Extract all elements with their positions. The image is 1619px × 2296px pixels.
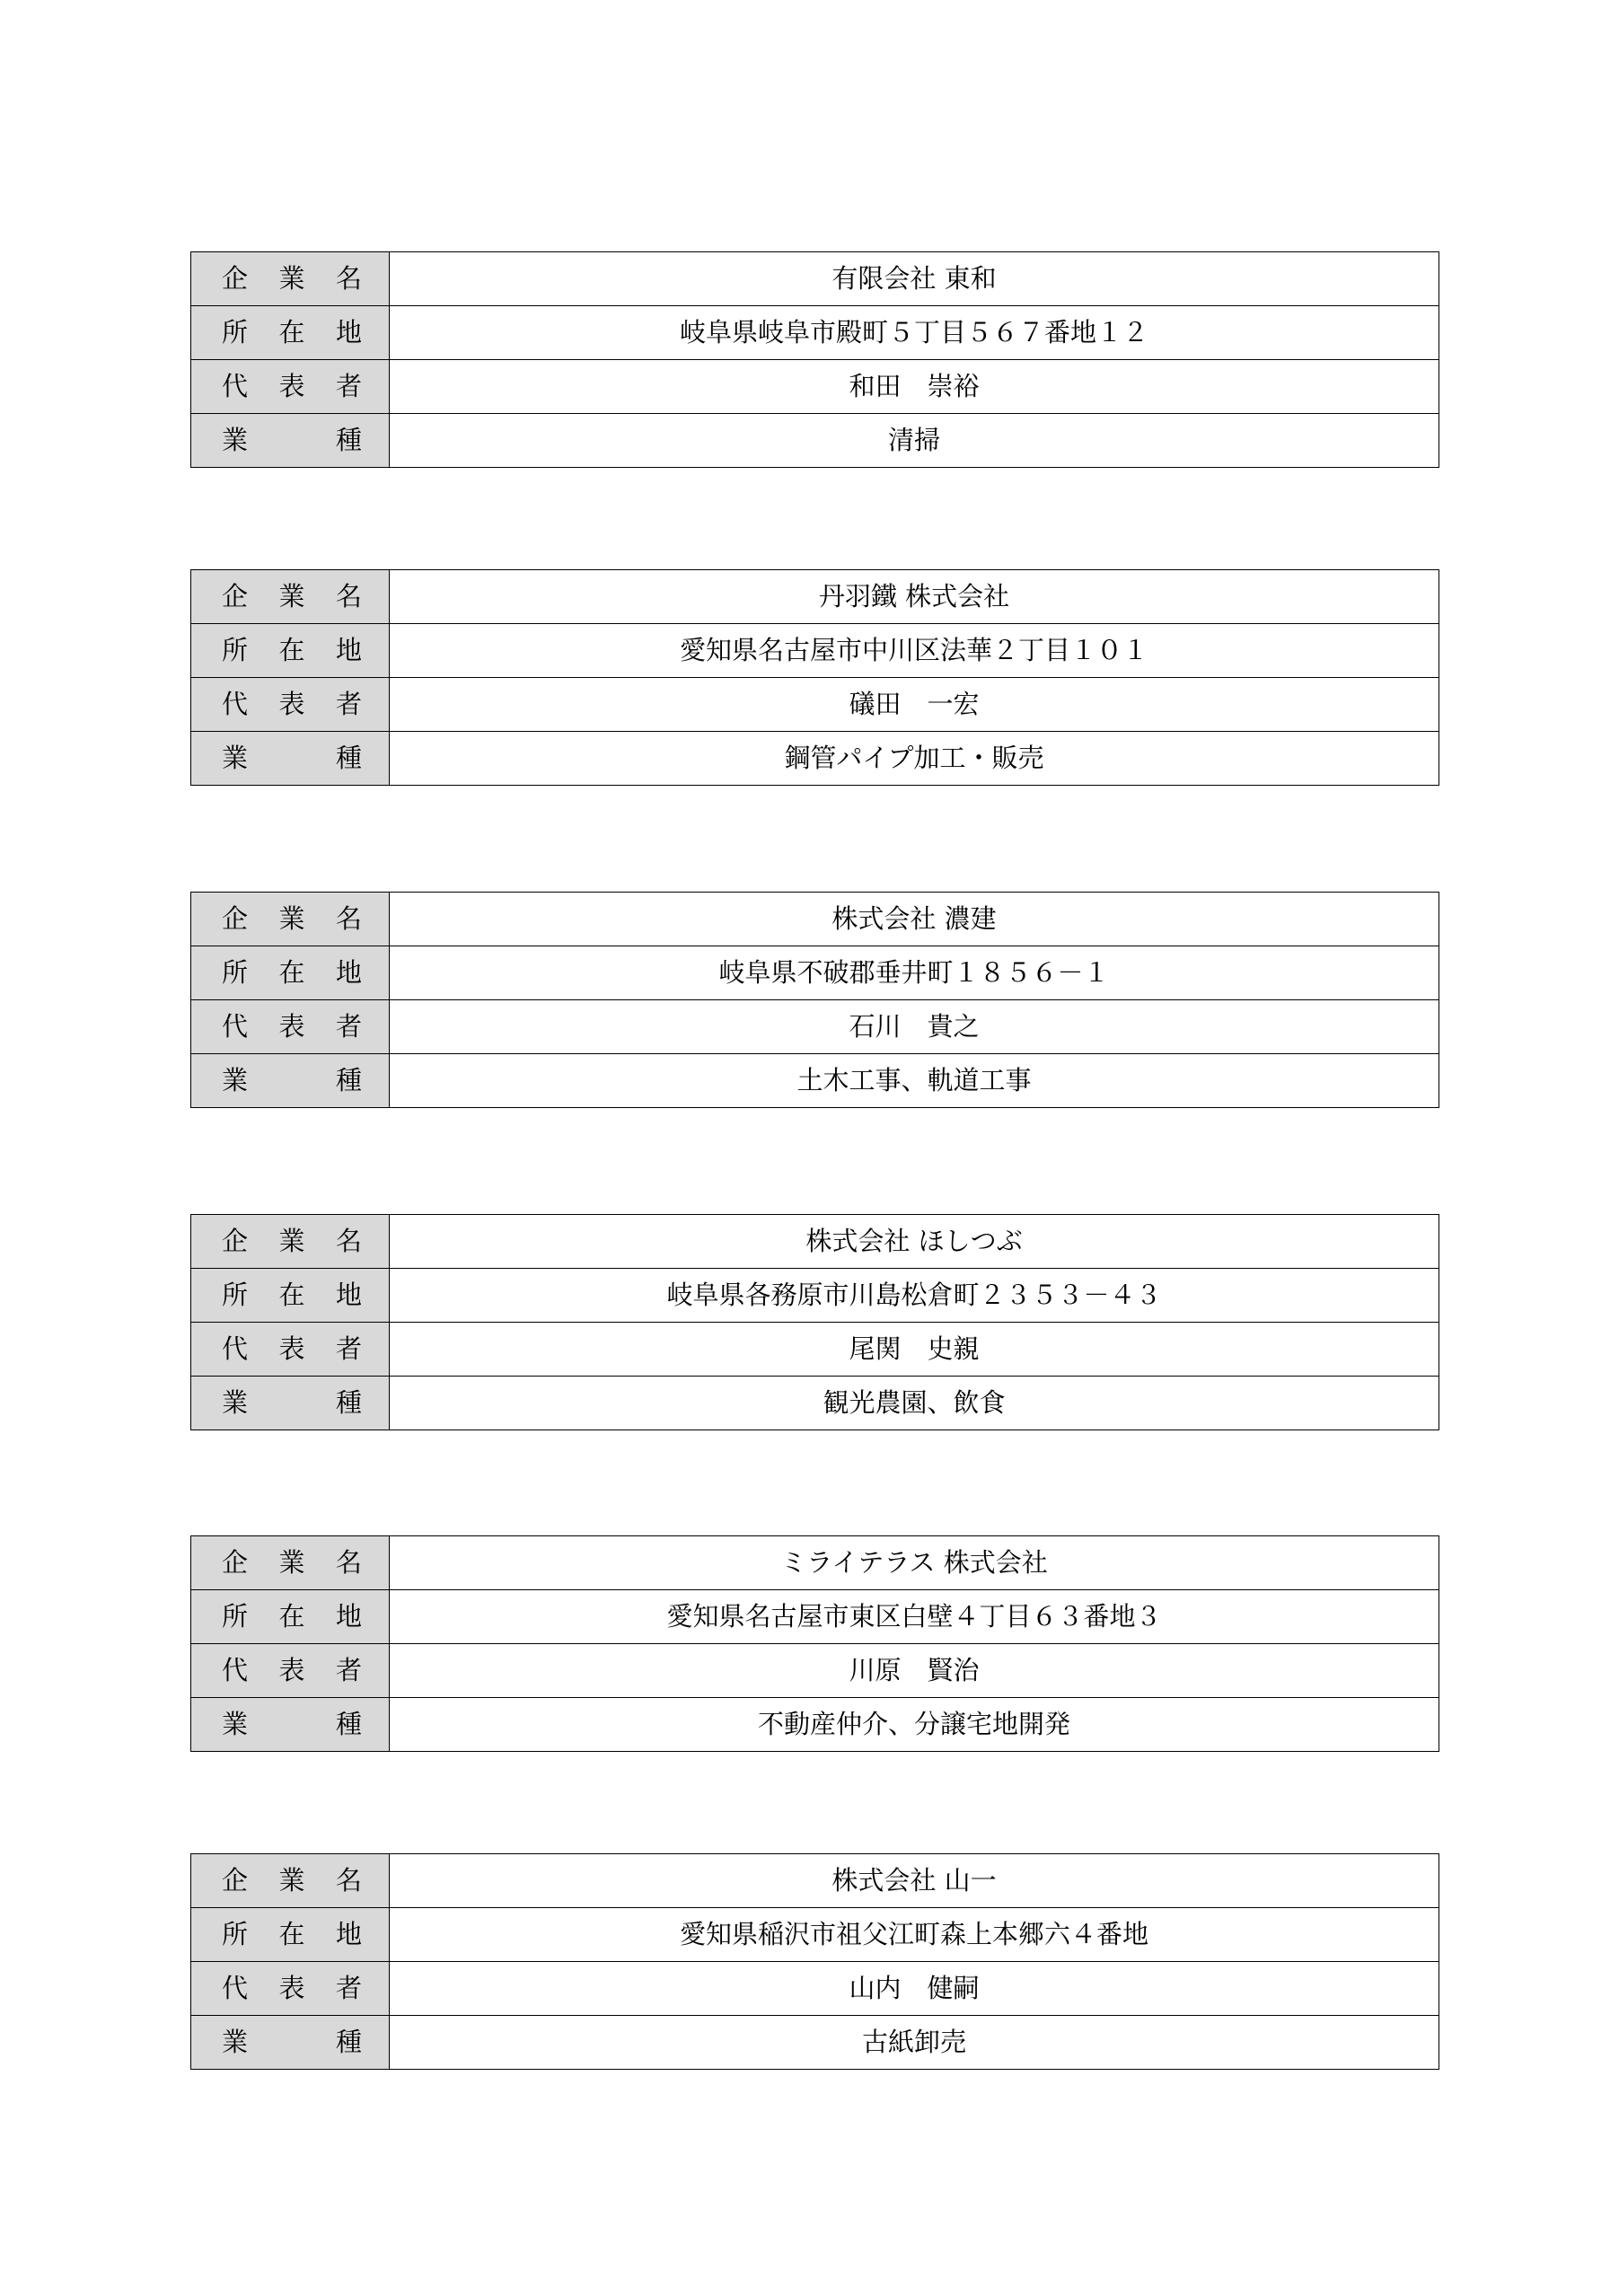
company-name-value: 株式会社 濃建 bbox=[390, 893, 1439, 946]
row-company-name bbox=[191, 1536, 1439, 1590]
row-company-name bbox=[191, 252, 1439, 306]
representative-label: 代 表 者 bbox=[191, 678, 390, 732]
industry-label: 業 種 bbox=[191, 1698, 390, 1752]
row-industry bbox=[191, 732, 1439, 786]
address-value: 愛知県名古屋市中川区法華２丁目１０１ bbox=[390, 624, 1439, 678]
representative-value: 尾関 史親 bbox=[390, 1323, 1439, 1377]
row-address bbox=[191, 1269, 1439, 1323]
row-representative bbox=[191, 678, 1439, 732]
row-representative bbox=[191, 360, 1439, 414]
address-value: 岐阜県岐阜市殿町５丁目５６７番地１２ bbox=[390, 306, 1439, 360]
row-representative bbox=[191, 1323, 1439, 1377]
row-address bbox=[191, 1590, 1439, 1644]
representative-label: 代 表 者 bbox=[191, 360, 390, 414]
row-address bbox=[191, 306, 1439, 360]
company-table bbox=[190, 569, 1439, 786]
company-name-label: 企 業 名 bbox=[191, 893, 390, 946]
row-company-name bbox=[191, 1854, 1439, 1908]
industry-label: 業 種 bbox=[191, 732, 390, 786]
industry-label: 業 種 bbox=[191, 414, 390, 468]
company-table bbox=[190, 251, 1439, 468]
address-label: 所 在 地 bbox=[191, 624, 390, 678]
company-name-value: ミライテラス 株式会社 bbox=[390, 1536, 1439, 1590]
company-name-label: 企 業 名 bbox=[191, 570, 390, 624]
address-label: 所 在 地 bbox=[191, 946, 390, 1000]
row-representative bbox=[191, 1962, 1439, 2016]
industry-value: 観光農園、飲食 bbox=[390, 1377, 1439, 1430]
row-industry bbox=[191, 1698, 1439, 1752]
row-address bbox=[191, 624, 1439, 678]
industry-value: 鋼管パイプ加工・販売 bbox=[390, 732, 1439, 786]
representative-label: 代 表 者 bbox=[191, 1000, 390, 1054]
address-value: 愛知県名古屋市東区白壁４丁目６３番地３ bbox=[390, 1590, 1439, 1644]
company-name-label: 企 業 名 bbox=[191, 1215, 390, 1269]
representative-value: 礒田 一宏 bbox=[390, 678, 1439, 732]
industry-label: 業 種 bbox=[191, 1054, 390, 1108]
representative-value: 川原 賢治 bbox=[390, 1644, 1439, 1698]
row-company-name bbox=[191, 893, 1439, 946]
company-name-value: 株式会社 ほしつぶ bbox=[390, 1215, 1439, 1269]
representative-value: 和田 崇裕 bbox=[390, 360, 1439, 414]
industry-value: 古紙卸売 bbox=[390, 2016, 1439, 2070]
industry-value: 土木工事、軌道工事 bbox=[390, 1054, 1439, 1108]
address-label: 所 在 地 bbox=[191, 1269, 390, 1323]
company-table bbox=[190, 1535, 1439, 1752]
address-label: 所 在 地 bbox=[191, 306, 390, 360]
industry-label: 業 種 bbox=[191, 1377, 390, 1430]
representative-label: 代 表 者 bbox=[191, 1962, 390, 2016]
industry-value: 不動産仲介、分譲宅地開発 bbox=[390, 1698, 1439, 1752]
industry-value: 清掃 bbox=[390, 414, 1439, 468]
row-company-name bbox=[191, 570, 1439, 624]
row-representative bbox=[191, 1644, 1439, 1698]
row-company-name bbox=[191, 1215, 1439, 1269]
company-name-value: 丹羽鐵 株式会社 bbox=[390, 570, 1439, 624]
row-industry bbox=[191, 1377, 1439, 1430]
address-label: 所 在 地 bbox=[191, 1590, 390, 1644]
address-value: 岐阜県不破郡垂井町１８５６－１ bbox=[390, 946, 1439, 1000]
address-label: 所 在 地 bbox=[191, 1908, 390, 1962]
company-table bbox=[190, 1214, 1439, 1430]
company-name-value: 有限会社 東和 bbox=[390, 252, 1439, 306]
address-value: 岐阜県各務原市川島松倉町２３５３－４３ bbox=[390, 1269, 1439, 1323]
row-industry bbox=[191, 414, 1439, 468]
representative-value: 山内 健嗣 bbox=[390, 1962, 1439, 2016]
company-name-label: 企 業 名 bbox=[191, 252, 390, 306]
company-name-value: 株式会社 山一 bbox=[390, 1854, 1439, 1908]
company-name-label: 企 業 名 bbox=[191, 1854, 390, 1908]
row-industry bbox=[191, 1054, 1439, 1108]
company-table bbox=[190, 892, 1439, 1108]
row-representative bbox=[191, 1000, 1439, 1054]
address-value: 愛知県稲沢市祖父江町森上本郷六４番地 bbox=[390, 1908, 1439, 1962]
representative-label: 代 表 者 bbox=[191, 1323, 390, 1377]
representative-label: 代 表 者 bbox=[191, 1644, 390, 1698]
row-address bbox=[191, 1908, 1439, 1962]
industry-label: 業 種 bbox=[191, 2016, 390, 2070]
company-name-label: 企 業 名 bbox=[191, 1536, 390, 1590]
row-address bbox=[191, 946, 1439, 1000]
row-industry bbox=[191, 2016, 1439, 2070]
company-table bbox=[190, 1853, 1439, 2070]
representative-value: 石川 貴之 bbox=[390, 1000, 1439, 1054]
